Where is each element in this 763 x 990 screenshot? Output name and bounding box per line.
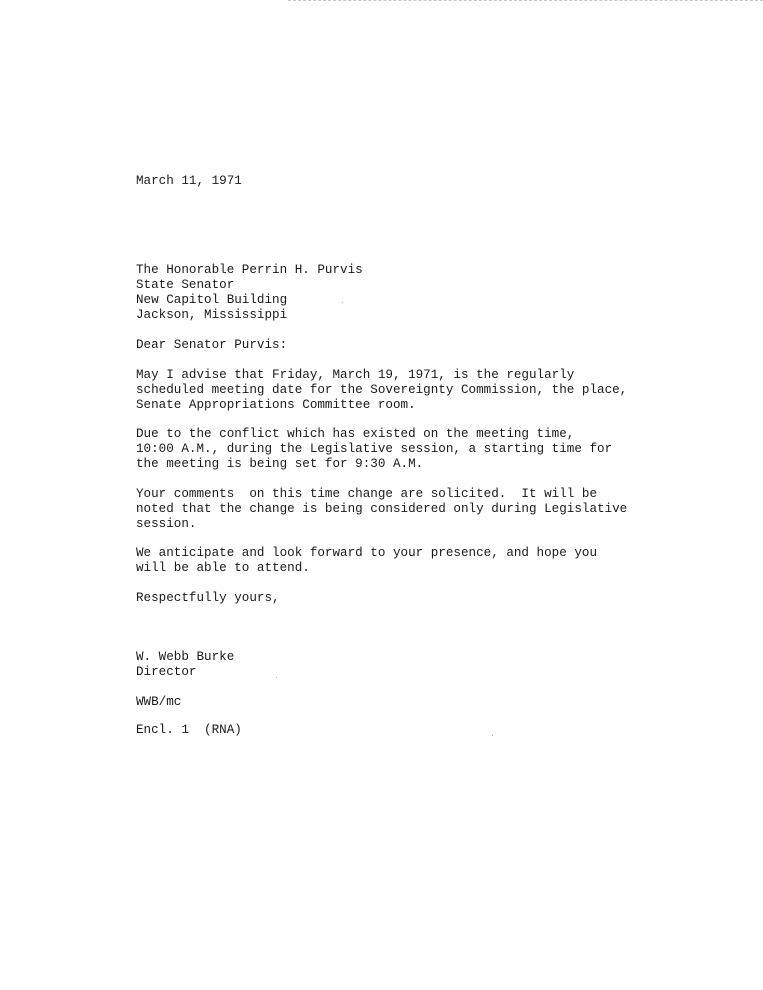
- closing: Respectfully yours,: [136, 591, 280, 605]
- enclosure-note: Encl. 1 (RNA): [136, 723, 242, 737]
- recipient-name: The Honorable Perrin H. Purvis: [136, 263, 363, 277]
- paragraph-2-line-1: Due to the conflict which has existed on the meeting time,: [136, 427, 575, 441]
- paragraph-4-line-1: We anticipate and look forward to your presence, and hope you: [136, 546, 598, 560]
- recipient-building: New Capitol Building: [136, 293, 288, 307]
- signer-name: W. Webb Burke: [136, 650, 235, 664]
- scan-speck: [342, 302, 343, 303]
- paragraph-2-line-2: 10:00 A.M., during the Legislative session, a starting time for: [136, 442, 613, 456]
- scan-speck: [276, 677, 277, 678]
- paragraph-2-line-3: the meeting is being set for 9:30 A.M.: [136, 457, 424, 471]
- salutation: Dear Senator Purvis:: [136, 338, 288, 352]
- signer-title: Director: [136, 665, 197, 679]
- typist-initials: WWB/mc: [136, 695, 182, 709]
- scan-speck: [492, 735, 493, 736]
- paragraph-3-line-1: Your comments on this time change are solicited. It will be: [136, 487, 598, 501]
- paragraph-1-line-2: scheduled meeting date for the Sovereignty Commission, the place,: [136, 383, 628, 397]
- paragraph-4-line-2: will be able to attend.: [136, 561, 310, 575]
- recipient-city: Jackson, Mississippi: [136, 308, 288, 322]
- scan-edge-dashes: [288, 0, 763, 1]
- paragraph-1-line-1: May I advise that Friday, March 19, 1971, is the regularly: [136, 368, 575, 382]
- paragraph-1-line-3: Senate Appropriations Committee room.: [136, 398, 416, 412]
- paragraph-3-line-3: session.: [136, 517, 197, 531]
- letter-date: March 11, 1971: [136, 174, 242, 188]
- recipient-title: State Senator: [136, 278, 235, 292]
- paragraph-3-line-2: noted that the change is being considered only during Legislative: [136, 502, 628, 516]
